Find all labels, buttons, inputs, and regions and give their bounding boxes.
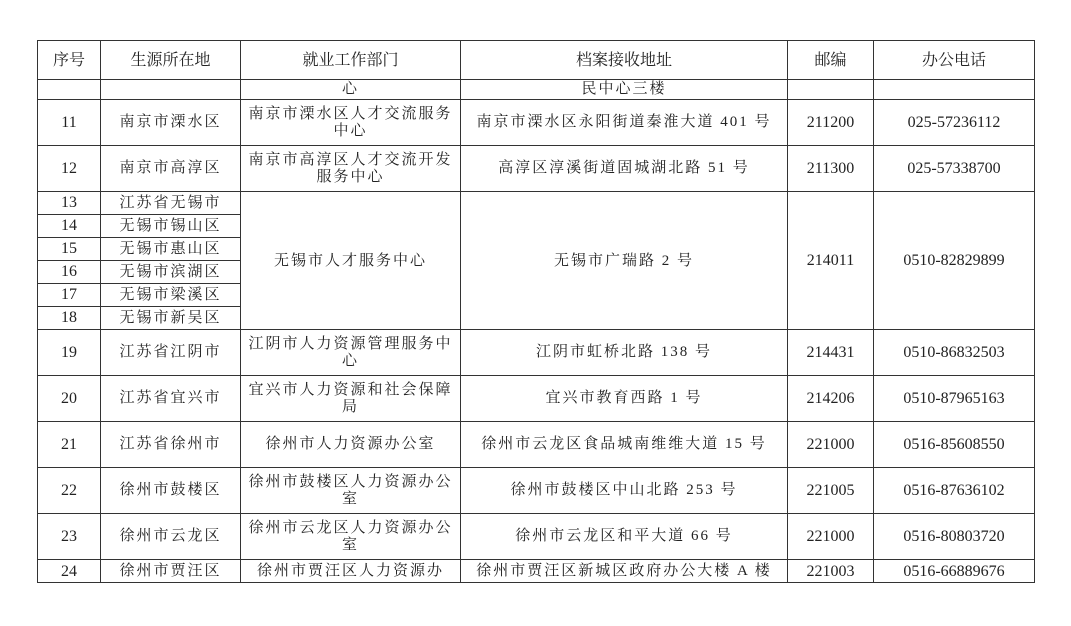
cell-department: 南京市溧水区人才交流服务中心	[241, 100, 461, 146]
cell-address: 无锡市广瑞路 2 号	[461, 192, 788, 330]
cell-zip: 221000	[788, 514, 874, 560]
cell-no: 21	[38, 422, 101, 468]
header-department: 就业工作部门	[241, 41, 461, 80]
cell-location: 江苏省徐州市	[101, 422, 241, 468]
cell-address: 徐州市贾汪区新城区政府办公大楼 A 楼	[461, 560, 788, 583]
cell-zip: 221003	[788, 560, 874, 583]
cell-phone: 0516-87636102	[874, 468, 1035, 514]
table-row	[38, 330, 1035, 376]
cell-no: 12	[38, 146, 101, 192]
cell-zip: 214011	[788, 192, 874, 330]
cell-empty	[38, 80, 101, 100]
cell-phone: 0510-82829899	[874, 192, 1035, 330]
cell-address: 徐州市云龙区食品城南维维大道 15 号	[461, 422, 788, 468]
cell-department: 江阴市人力资源管理服务中心	[241, 330, 461, 376]
cell-empty	[101, 80, 241, 100]
cell-no: 19	[38, 330, 101, 376]
table-row	[38, 100, 1035, 146]
cell-location: 徐州市鼓楼区	[101, 468, 241, 514]
cell-zip: 214206	[788, 376, 874, 422]
cell-zip: 211200	[788, 100, 874, 146]
cell-phone: 0516-80803720	[874, 514, 1035, 560]
cell-address: 江阴市虹桥北路 138 号	[461, 330, 788, 376]
cell-address: 高淳区淳溪街道固城湖北路 51 号	[461, 146, 788, 192]
cell-phone: 025-57338700	[874, 146, 1035, 192]
cell-zip: 211300	[788, 146, 874, 192]
cell-department: 无锡市人才服务中心	[241, 192, 461, 330]
cell-no: 24	[38, 560, 101, 583]
header-location: 生源所在地	[101, 41, 241, 80]
cell-location: 无锡市新吴区	[101, 307, 241, 330]
table-row	[38, 192, 1035, 215]
cell-no: 15	[38, 238, 101, 261]
cell-phone: 0510-86832503	[874, 330, 1035, 376]
cell-address: 宜兴市教育西路 1 号	[461, 376, 788, 422]
header-zip: 邮编	[788, 41, 874, 80]
cell-address: 徐州市云龙区和平大道 66 号	[461, 514, 788, 560]
cell-phone: 0516-85608550	[874, 422, 1035, 468]
cell-no: 22	[38, 468, 101, 514]
table-row-continued	[38, 80, 1035, 100]
cell-location: 南京市高淳区	[101, 146, 241, 192]
table-row	[38, 560, 1035, 583]
cell-address: 徐州市鼓楼区中山北路 253 号	[461, 468, 788, 514]
cell-no: 23	[38, 514, 101, 560]
table-row	[38, 146, 1035, 192]
header-no: 序号	[38, 41, 101, 80]
cell-zip: 214431	[788, 330, 874, 376]
cell-location: 无锡市梁溪区	[101, 284, 241, 307]
cell-phone: 025-57236112	[874, 100, 1035, 146]
cell-department: 宜兴市人力资源和社会保障局	[241, 376, 461, 422]
cell-no: 11	[38, 100, 101, 146]
cell-department: 徐州市贾汪区人力资源办	[241, 560, 461, 583]
cell-no: 17	[38, 284, 101, 307]
cell-no: 13	[38, 192, 101, 215]
cell-location: 无锡市惠山区	[101, 238, 241, 261]
cell-no: 20	[38, 376, 101, 422]
cell-address: 民中心三楼	[461, 80, 788, 100]
table-row	[38, 422, 1035, 468]
cell-zip: 221000	[788, 422, 874, 468]
table-row	[38, 514, 1035, 560]
cell-department: 徐州市鼓楼区人力资源办公室	[241, 468, 461, 514]
cell-no: 18	[38, 307, 101, 330]
cell-zip: 221005	[788, 468, 874, 514]
header-phone: 办公电话	[874, 41, 1035, 80]
cell-location: 无锡市滨湖区	[101, 261, 241, 284]
cell-location: 江苏省无锡市	[101, 192, 241, 215]
cell-location: 江苏省江阴市	[101, 330, 241, 376]
cell-location: 南京市溧水区	[101, 100, 241, 146]
table-row	[38, 468, 1035, 514]
cell-phone: 0510-87965163	[874, 376, 1035, 422]
cell-empty	[788, 80, 874, 100]
cell-address: 南京市溧水区永阳街道秦淮大道 401 号	[461, 100, 788, 146]
table-row	[38, 376, 1035, 422]
cell-no: 16	[38, 261, 101, 284]
cell-phone: 0516-66889676	[874, 560, 1035, 583]
cell-department: 心	[241, 80, 461, 100]
cell-location: 徐州市云龙区	[101, 514, 241, 560]
cell-department: 南京市高淳区人才交流开发服务中心	[241, 146, 461, 192]
table-header	[38, 41, 1035, 80]
cell-department: 徐州市云龙区人力资源办公室	[241, 514, 461, 560]
employment-office-table	[37, 40, 1035, 583]
cell-location: 徐州市贾汪区	[101, 560, 241, 583]
cell-department: 徐州市人力资源办公室	[241, 422, 461, 468]
header-address: 档案接收地址	[461, 41, 788, 80]
cell-empty	[874, 80, 1035, 100]
cell-no: 14	[38, 215, 101, 238]
cell-location: 无锡市锡山区	[101, 215, 241, 238]
cell-location: 江苏省宜兴市	[101, 376, 241, 422]
